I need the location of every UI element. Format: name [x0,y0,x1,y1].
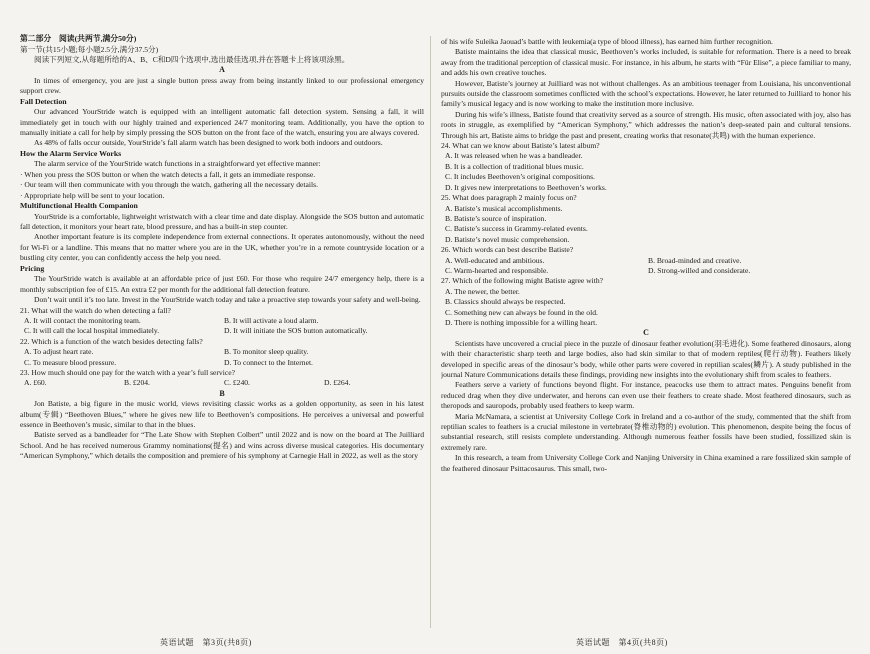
exam-page-4 [441,0,859,654]
question-27-stem: 27. Which of the following might Batiste agree with? [441,276,604,286]
how-it-works-intro: The alarm service of the YourStride watch functions in a straightforward yet effective manner: [34,159,321,169]
fall-detection-paragraph-2: As 48% of falls occur outside, YourStride’s fall alarm watch has been designed to work both indoors and outdoors. [34,138,383,148]
option-a: A. To adjust heart rate. [24,347,94,357]
passage-c-paragraph-4: In this research, a team from University College Cork and Nanjing University in China examined a rare fossilized skin sample of the feathered dinosaur Psittacosaurus. This small, two- [441,453,851,473]
health-companion-paragraph-1: YourStride is a comfortable, lightweight wristwatch with a clear time and date display. Alongside the SOS button and automatic fall detection, it monitors your heart rate, blood pressure, and has a built-in step counter. [20,211,424,232]
how-it-works-bullet: · Our team will then communicate with you through the watch, gathering all the necessary details. [20,180,318,190]
passage-b-paragraph-5: During his wife’s illness, Batiste found that creativity served as a source of strength. His music, often associated with joy, also has roots in struggle, as exemplified by “American Symphony,” which addresses the nation’s deep-seated pain and cultural tensions. Through his art, Batiste aims to bridge the past and present, creating works that resonate(共鸣) with the human experience. [441,109,851,140]
option-c: C. Warm-hearted and responsible. [445,265,549,275]
page-footer-left: 英语试题 第3页(共8页) [160,638,252,647]
question-23-stem: 23. How much should one pay for the watch with a year’s full service? [20,367,235,377]
passage-b-paragraph-1: Jon Batiste, a big figure in the music world, views revisiting classic works as a golden opportunity, as seen in his latest album(专辑) “Beethoven Blues,” where he gives new life to Beethoven’s compositions. He perceives a universal and powerful essence in Beethoven’s music, similar to that in the blues. [20,399,424,429]
option-a: A. £60. [24,378,47,388]
passage-c-paragraph-2: Feathers serve a variety of functions beyond flight. For instance, peacocks use them to attract mates. Penguins benefit from reduced drag when they dive underwater, and herons can even use their feathers to create shade. Most feathered dinosaurs, such as theropods and sauropods, probably used feathers to keep warm. [441,380,851,411]
question-26-options-row-1 [441,256,851,266]
subsection-title: 第一节(共15小题;每小题2.5分,满分37.5分) [20,44,159,54]
how-it-works-bullet: · When you press the SOS button or when the watch detects a fall, it gets an immediate response. [20,169,316,179]
option-d: D. There is nothing impossible for a willing heart. [445,317,598,327]
option-d: D. Strong-willed and considerate. [648,265,751,275]
question-23-options [20,378,424,388]
pricing-heading: Pricing [20,263,45,273]
option-b: B. It is a collection of traditional blues music. [445,161,584,171]
passage-a-letter: A [219,65,225,75]
option-a: A. The newer, the better. [445,286,520,296]
option-c: C. £240. [224,378,250,388]
option-b: B. Batiste’s source of inspiration. [445,213,547,223]
option-b: B. Broad-minded and creative. [648,255,742,265]
question-22-stem: 22. Which is a function of the watch besides detecting falls? [20,336,203,346]
how-it-works-heading: How the Alarm Service Works [20,148,122,158]
option-a: A. It was released when he was a bandleader. [445,151,583,161]
passage-b-paragraph-2: Batiste served as a bandleader for “The Late Show with Stephen Colbert” until 2022 and is now on the board at The Juilliard School. And he has received numerous Grammy nominations(提名) and wins across diverse musical categories. His documentary “American Symphony,” which details the composition and premiere of his symphony at Carnegie Hall in 2022, as well as the story [20,430,424,461]
health-companion-heading: Multifunctional Health Companion [20,201,138,211]
how-it-works-bullet: · Appropriate help will be sent to your location. [20,190,165,200]
page-divider [430,36,431,628]
question-25-stem: 25. What does paragraph 2 mainly focus on? [441,193,577,203]
option-b: B. £204. [124,378,150,388]
passage-b-paragraph-2-continued: of his wife Suleika Jaouad’s battle with leukemia(a type of blood illness), has earned him further recognition. [441,37,773,46]
passage-a-intro: In times of emergency, you are just a single button press away from being instantly linked to our professional emergency support crew. [20,75,424,96]
question-26-options-row-2 [441,266,851,276]
option-c: C. Batiste’s success in Grammy-related events. [445,224,588,234]
pricing-paragraph-1: The YourStride watch is available at an affordable price of just £60. For those who require 24/7 emergency help, there is a monthly subscription fee of £15. An extra £2 per month for the additional fall detection feature. [20,274,424,294]
option-a: A. It will contact the monitoring team. [24,315,141,325]
health-companion-paragraph-2: Another important feature is its complete independence from external connections. It operates autonomously, without the need for Wi-Fi or a landline. This means that no matter where you are in the UK, whether you’re in a remote countryside location or a bustling city center, you can confidently access the help you need. [20,232,424,263]
option-b: B. Classics should always be respected. [445,297,566,307]
section-title: 第二部分 阅读(共两节,满分50分) [20,34,137,43]
instructions: 阅读下列短文,从每题所给的A、B、C和D四个选项中,选出最佳选项,并在答题卡上将该项涂黑。 [34,55,350,64]
exam-page-3 [10,0,428,654]
passage-b-letter: B [219,388,225,398]
question-24-stem: 24. What can we know about Batiste’s latest album? [441,141,600,151]
option-d: D. It gives new interpretations to Beethoven’s works. [445,182,607,192]
passage-c-paragraph-3: Maria McNamara, a scientist at University College Cork in Ireland and a co-author of the study, commented that the shift from reptilian scales to feathers is a crucial milestone in vertebrate(脊椎动物的) evolution. This phenomenon, despite being the focus of substantial research, still resists complete understanding. Although numerous feather fossils have been studied, fossilized skin is extremely rare. [441,411,851,452]
fall-detection-paragraph-1: Our advanced YourStride watch is equipped with an intelligent automatic fall detection system. Sensing a fall, it will immediately get in touch with our highly trained and experienced 24/7 monitoring team. Additionally, you have the option to manually initiate a call for help by simply pressing the SOS button on the front face of the watch, ensuring you are always covered. [20,107,424,138]
option-c: C. To measure blood pressure. [24,357,117,367]
question-21-stem: 21. What will the watch do when detecting a fall? [20,305,171,315]
pricing-paragraph-2: Don’t wait until it’s too late. Invest in the YourStride watch today and take a proactive step towards your safety and well-being. [34,295,421,305]
option-a: A. Well-educated and ambitious. [445,255,545,265]
option-b: B. To monitor sleep quality. [224,347,309,357]
option-c: C. It will call the local hospital immediately. [24,326,160,336]
question-26-stem: 26. Which words can best describe Batiste? [441,245,574,255]
passage-b-paragraph-4: However, Batiste’s journey at Juilliard was not without challenges. As an ambitious teenager from Louisiana, his unconventional pursuits outside the classroom sometimes conflicted with the school’s expectations. However, he later returned to Juilliard to honor his family’s musical legacy and is now working to make the institution more inclusive. [441,78,851,109]
page-footer-right: 英语试题 第4页(共8页) [576,638,668,647]
option-c: C. It includes Beethoven’s original compositions. [445,172,595,182]
fall-detection-heading: Fall Detection [20,96,67,106]
option-a: A. Batiste’s musical accomplishments. [445,203,563,213]
passage-b-paragraph-3: Batiste maintains the idea that classical music, Beethoven’s works included, is suitable for reformation. There is a need to break away from the traditional perception of classical music. For instance, in his album, he starts with “Für Elise”, a piece familiar to many, and adds his own creative touches. [441,47,851,78]
option-b: B. It will activate a loud alarm. [224,315,319,325]
question-22-options-row-2 [20,358,424,368]
option-d: D. £264. [324,378,351,388]
option-d: D. To connect to the Internet. [224,357,313,367]
question-21-options-row-1 [20,316,424,326]
option-c: C. Something new can always be found in the old. [445,307,598,317]
question-22-options-row-1 [20,347,424,357]
question-21-options-row-2 [20,326,424,336]
passage-c-letter: C [643,328,649,338]
passage-c-paragraph-1: Scientists have uncovered a crucial piece in the puzzle of dinosaur feather evolution(羽毛进化). Some feathered dinosaurs, along with their characteristic sharp teeth and large bodies, also had skin similar to that of modern reptiles(爬行动物). Feathers likely developed in specific areas of the dinosaur’s body, while other parts were covered in reptilian scales(鳞片). A study published in the journal Nature Communications details these findings, providing new insights into the evolutionary shift from scales to feathers. [441,338,851,379]
option-d: D. It will initiate the SOS button automatically. [224,326,368,336]
option-d: D. Batiste’s novel music comprehension. [445,234,570,244]
